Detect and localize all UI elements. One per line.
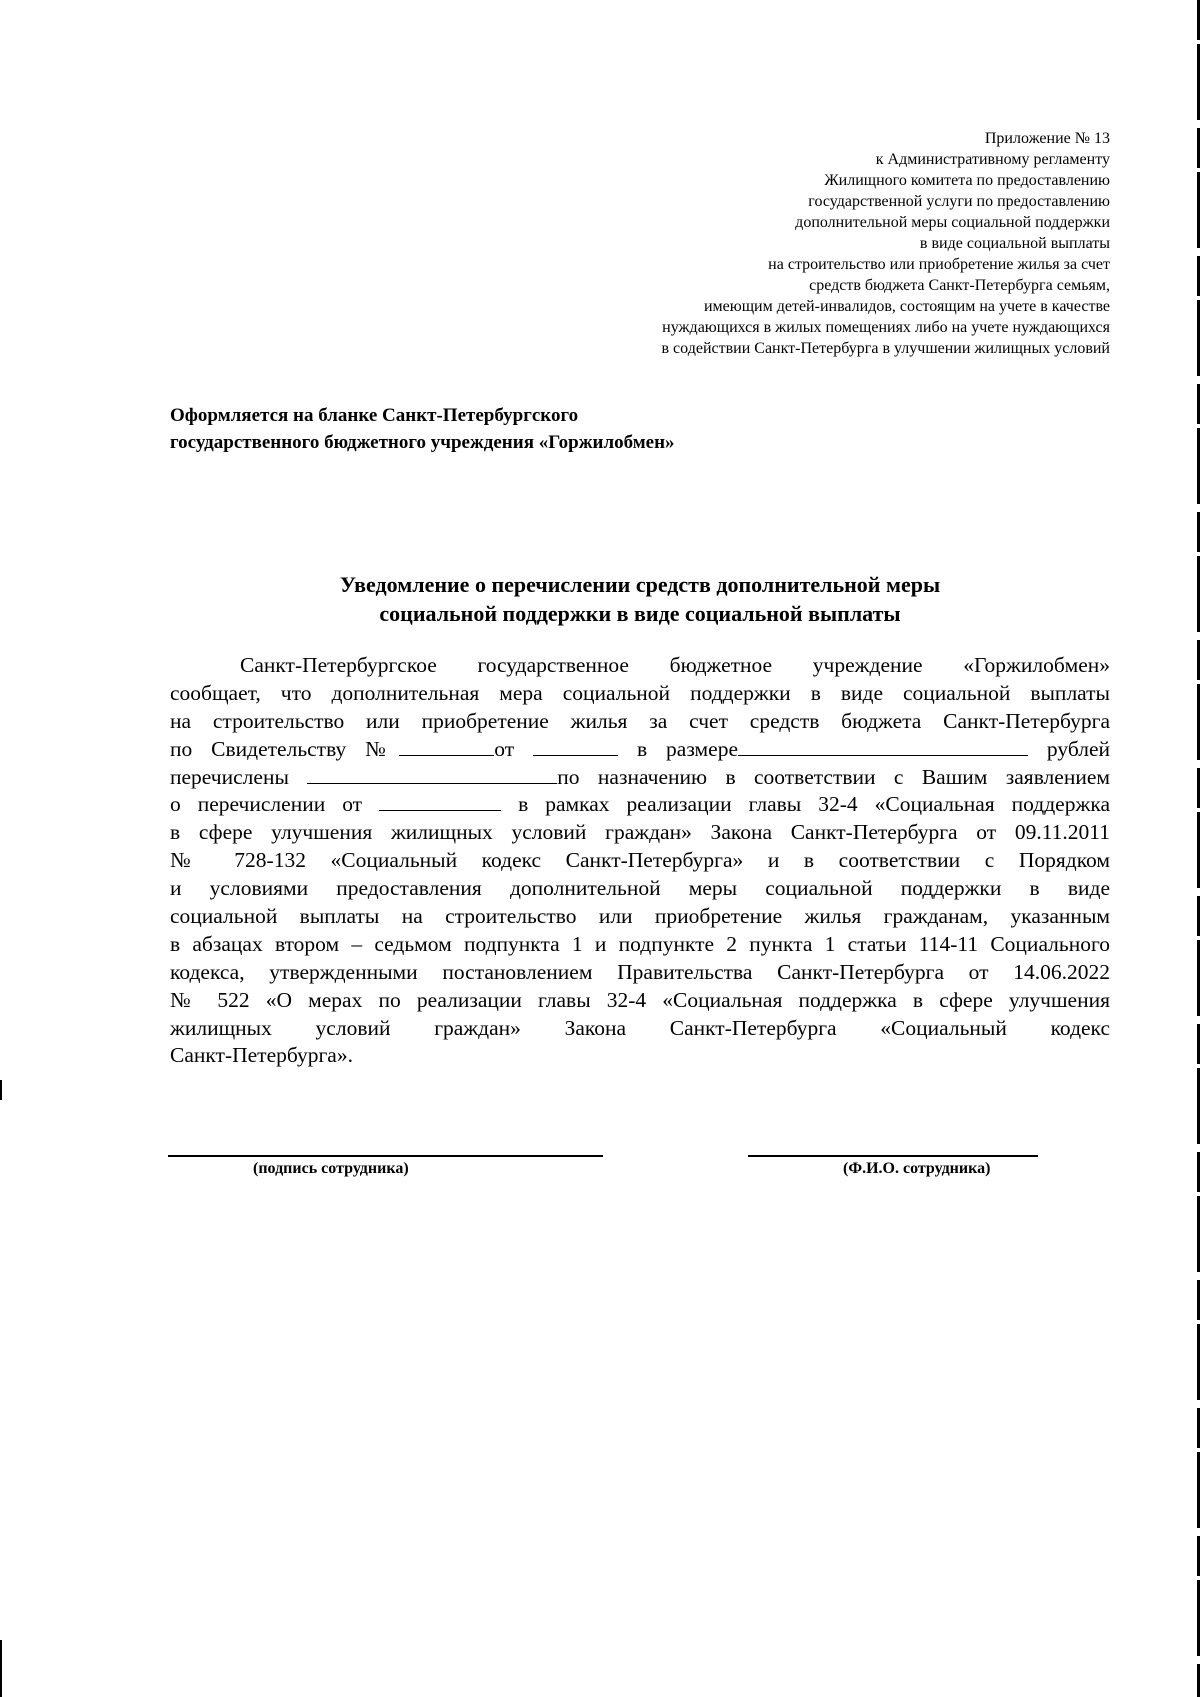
body-line: № 522 «О мерах по реализации главы 32-4 «Социальная поддержка в сфере улучшения xyxy=(170,987,1110,1012)
body-text-fragment: о перечислении от xyxy=(170,792,363,817)
body-line: в абзацах втором – седьмом подпункта 1 и подпункте 2 пункта 1 статьи 114-11 Социального xyxy=(170,931,1110,956)
appendix-line: Жилищного комитета по предоставлению xyxy=(824,172,1110,189)
body-line: в сфере улучшения жилищных условий граждан» Закона Санкт-Петербурга от 09.11.2011 xyxy=(170,820,1110,845)
body-text-fragment: рублей xyxy=(1046,736,1111,761)
appendix-line: Приложение № 13 xyxy=(984,130,1110,147)
appendix-line: имеющим детей-инвалидов, состоящим на учете в качестве xyxy=(703,298,1110,315)
body-text-fragment: перечислены xyxy=(170,764,289,789)
appendix-line: в содействии Санкт-Петербурга в улучшении жилищных условий xyxy=(661,340,1110,357)
body-line: и условиями предоставления дополнительной меры социальной поддержки в виде xyxy=(170,876,1110,901)
appendix-line: на строительство или приобретение жилья за счет xyxy=(768,256,1110,273)
document-title xyxy=(170,570,1110,628)
appendix-line: средств бюджета Санкт-Петербурга семьям, xyxy=(809,277,1110,294)
appendix-line: дополнительной меры социальной поддержки xyxy=(795,214,1110,231)
body-line: № 728-132 «Социальный кодекс Санкт-Петербурга» и в соответствии с Порядком xyxy=(170,848,1110,873)
employee-name-line[interactable] xyxy=(748,1155,1038,1157)
body-line: кодекса, утвержденными постановлением Правительства Санкт-Петербурга от 14.06.2022 xyxy=(170,959,1110,984)
body-text-fragment: по Свидетельству № xyxy=(170,736,400,761)
document-title-line: Уведомление о перечислении средств дополнительной меры xyxy=(339,572,941,597)
signature-label: (подпись сотрудника) xyxy=(253,1160,409,1177)
scan-edge-left-mark xyxy=(0,1080,2,1100)
amount-blank[interactable] xyxy=(738,737,1028,756)
scan-edge-left-mark xyxy=(0,1640,2,1697)
body-line: сообщает, что дополнительная мера социальной поддержки в виде социальной выплаты xyxy=(170,680,1110,705)
body-line xyxy=(170,764,1110,792)
letterhead-note xyxy=(170,402,870,456)
employee-name-label: (Ф.И.О. сотрудника) xyxy=(843,1160,991,1177)
document-title-line: социальной поддержки в виде социальной выплаты xyxy=(379,601,901,626)
body-line: жилищных условий граждан» Закона Санкт-Петербурга «Социальный кодекс xyxy=(170,1015,1110,1040)
letterhead-note-line: Оформляется на бланке Санкт-Петербургского xyxy=(170,405,579,426)
body-line: Санкт-Петербургское государственное бюджетное учреждение «Горжилобмен» xyxy=(240,653,1110,677)
body-line: социальной выплаты на строительство или приобретение жилья гражданам, указанным xyxy=(170,904,1110,929)
appendix-line: нуждающихся в жилых помещениях либо на учете нуждающихся xyxy=(662,319,1110,336)
body-line: на строительство или приобретение жилья за счет средств бюджета Санкт-Петербурга xyxy=(170,708,1110,733)
application-date-blank[interactable] xyxy=(379,792,501,811)
body-line xyxy=(170,736,1110,764)
notice-body xyxy=(170,652,1110,1070)
appendix-line: государственной услуги по предоставлению xyxy=(808,193,1110,210)
appendix-line: к Административному регламенту xyxy=(875,151,1110,168)
body-text-fragment: в размере xyxy=(636,736,738,761)
appendix-line: в виде социальной выплаты xyxy=(919,235,1110,252)
body-text-fragment: по назначению в соответствии с Вашим заявлением xyxy=(557,764,1110,789)
certificate-number-blank[interactable] xyxy=(399,737,494,756)
body-text-fragment: в рамках реализации главы 32-4 «Социальная поддержка xyxy=(518,792,1110,817)
transfer-recipient-blank[interactable] xyxy=(307,765,557,784)
letterhead-note-line: государственного бюджетного учреждения «Горжилобмен» xyxy=(170,432,675,453)
appendix-header xyxy=(490,128,1110,359)
certificate-date-blank[interactable] xyxy=(533,737,618,756)
signature-line[interactable] xyxy=(168,1155,603,1157)
body-text-fragment: от xyxy=(494,736,515,761)
body-line: Санкт-Петербурга». xyxy=(170,1043,353,1068)
body-line xyxy=(170,791,1110,819)
